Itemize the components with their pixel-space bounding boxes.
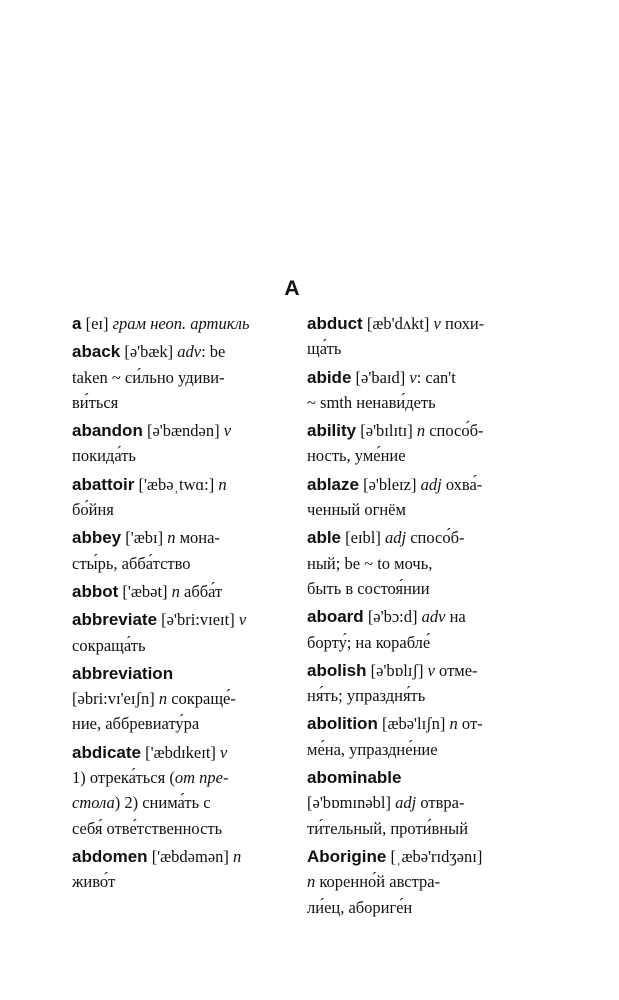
entry-line [72,497,284,522]
entry-text: похи- [440,314,485,333]
dictionary-entry [72,607,284,658]
entry-line [307,525,519,550]
grammar-note: от пре- [174,768,229,788]
dictionary-entry [307,604,519,655]
entry-text: ['æbɪ] [121,528,168,548]
entry-line [72,443,284,468]
entry-text: [əbri:vɪ'eɪʃn] [72,689,159,709]
entry-text: : be [201,342,226,362]
entry-line [307,658,519,683]
dictionary-entry [307,311,519,362]
grammar-note: n [167,528,176,548]
entry-text: [ə'bɒmɪnəbl] [307,793,396,813]
headword: ability [307,421,357,441]
entry-line [307,311,519,336]
entry-line [307,604,519,629]
dictionary-entry [307,658,519,709]
entry-line [72,765,284,790]
entry-line [307,737,519,762]
dictionary-entry [72,472,284,523]
grammar-note: n [158,689,168,709]
entry-line [307,576,519,601]
entry-text: [ə'bɔ:d] [363,607,422,627]
entry-text: сокраща́ть [72,635,146,655]
dictionary-entry [72,579,284,604]
dictionary-entry [307,525,519,601]
grammar-note: n [171,581,180,601]
entry-text: ~ smth ненави́деть [307,392,436,412]
entry-text: ['æbət] [118,581,172,601]
entry-column-left [72,311,284,898]
grammar-note: v [223,421,232,441]
entry-text: ный; be ~ to мочь, [307,553,433,573]
entry-line [72,633,284,658]
headword: abbreviation [72,663,174,683]
entry-line [72,339,284,364]
entry-column-right [307,311,519,923]
dictionary-entry [72,661,284,737]
headword: abdomen [72,846,148,866]
entry-line [307,497,519,522]
grammar-note: n [218,474,227,494]
entry-text: ['æbəˌtwɑ:] [134,474,219,494]
grammar-note: v [433,314,441,333]
entry-text: на [445,607,466,627]
entry-line [307,765,519,790]
entry-line [72,418,284,443]
entry-text: [ə'bændən] [142,421,224,441]
grammar-note: v [427,660,435,680]
headword: abandon [72,421,143,441]
entry-text: охва́- [441,474,483,494]
entry-line [72,579,284,604]
entry-text: ние, аббревиату́ра [72,714,200,734]
entry-text: сты́рь, абба́тство [72,553,191,573]
dictionary-entry [307,711,519,762]
headword: aback [72,342,121,362]
entry-text: абба́т [179,581,223,601]
headword: abbreviate [72,610,158,630]
entry-text: [ə'bɒlɪʃ] [366,660,428,680]
dictionary-entry [307,844,519,920]
entry-text: [eɪbl] [341,528,386,548]
grammar-note: adj [385,528,407,548]
entry-text: ня́ть; упраздня́ть [307,686,426,706]
entry-line [307,336,519,361]
entry-line [307,790,519,815]
entry-text: ['æbdɪkeɪt] [140,742,221,762]
entry-text: ['æbdəmən] [147,846,234,866]
entry-text: ) 2) снима́ть с [114,793,211,813]
entry-text: бо́йня [72,500,114,520]
grammar-note: v [220,742,228,762]
entry-text: [æb'dʌkt] [362,314,434,333]
entry-text: [æbə'lɪʃn] [377,714,450,734]
grammar-note: v [238,610,247,630]
entry-text: ченный огнём [307,500,406,520]
entry-text: ви́ться [72,392,119,412]
entry-text: спосо́б- [406,528,465,548]
entry-text: [ə'bri:vɪeɪt] [157,610,239,630]
grammar-note: adv [421,607,446,627]
entry-line [72,551,284,576]
headword: aboard [307,607,364,627]
headword: abolition [307,714,378,734]
entry-line [307,365,519,390]
headword: ablaze [307,474,359,494]
dictionary-entry [72,311,284,336]
dictionary-entry [72,525,284,576]
entry-text: [ə'bleɪz] [358,474,421,494]
grammar-note: n [233,846,242,866]
dictionary-entry [307,365,519,416]
grammar-note: n [307,872,316,892]
entry-line [307,630,519,655]
grammar-note: adj [395,793,417,813]
entry-line [72,311,284,336]
headword: a [72,314,82,333]
headword: abbot [72,581,119,601]
headword: abominable [307,768,402,788]
entry-line [72,390,284,415]
entry-line [72,711,284,736]
entry-line [72,365,284,390]
entry-text: мона- [175,528,220,548]
grammar-note: грам неоп. артикль [112,314,250,333]
entry-text: taken ~ си́льно удиви- [72,367,225,387]
entry-line [307,443,519,468]
grammar-note: n [449,714,458,734]
entry-text: [ə'baɪd] [351,367,410,387]
headword: Aborigine [307,846,387,866]
entry-line [307,418,519,443]
entry-line [72,607,284,632]
entry-text: отвра- [416,793,465,813]
entry-line [307,551,519,576]
grammar-note: v [409,367,417,387]
entry-text: спосо́б- [425,421,484,441]
entry-line [307,683,519,708]
entry-text: [eɪ] [81,314,113,333]
headword: abattoir [72,474,135,494]
entry-line [72,661,284,686]
headword: abolish [307,660,367,680]
entry-line [72,816,284,841]
entry-line [72,686,284,711]
entry-line [307,816,519,841]
headword: abide [307,367,352,387]
entry-line [307,869,519,894]
entry-text: от- [457,714,483,734]
entry-text: сокраще́- [167,689,236,709]
entry-text: покида́ть [72,446,136,466]
dictionary-entry [307,765,519,841]
grammar-note: стола [72,793,115,813]
section-letter: A [284,277,300,300]
entry-text: [ə'bæk] [120,342,178,362]
dictionary-entry [307,418,519,469]
entry-text: ща́ть [307,339,342,359]
headword: abdicate [72,742,141,762]
entry-text: [ˌæbə'rɪdʒənɪ] [386,846,483,866]
dictionary-entry [72,339,284,415]
entry-text: живо́т [72,872,116,892]
entry-line [307,472,519,497]
entry-line [72,525,284,550]
dictionary-entry [72,844,284,895]
entry-text: : can't [416,367,456,387]
entry-line [72,844,284,869]
entry-text: отме- [434,660,478,680]
dictionary-entry [72,418,284,469]
entry-text: 1) отрека́ться ( [72,768,175,788]
entry-text: ти́тельный, проти́вный [307,818,469,838]
grammar-note: adv [177,342,202,362]
entry-text: [ə'bɪlɪtɪ] [356,421,417,441]
entry-line [307,844,519,869]
entry-text: ме́на, упраздне́ние [307,739,438,759]
grammar-note: n [416,421,426,441]
dictionary-entry [307,472,519,523]
grammar-note: adj [420,474,442,494]
entry-line [72,790,284,815]
entry-text: себя́ отве́тственность [72,818,223,838]
entry-text: ли́ец, абориге́н [307,897,413,917]
entry-text: быть в состоя́нии [307,578,430,598]
headword: able [307,528,342,548]
headword: abduct [307,314,363,333]
entry-line [72,740,284,765]
dictionary-entry [72,740,284,841]
entry-text: ность, уме́ние [307,446,406,466]
entry-line [307,895,519,920]
entry-line [72,869,284,894]
entry-text: борту́; на корабле́ [307,632,431,652]
entry-line [72,472,284,497]
headword: abbey [72,528,122,548]
entry-line [307,711,519,736]
entry-line [307,390,519,415]
entry-text: коренно́й австра- [315,872,441,892]
